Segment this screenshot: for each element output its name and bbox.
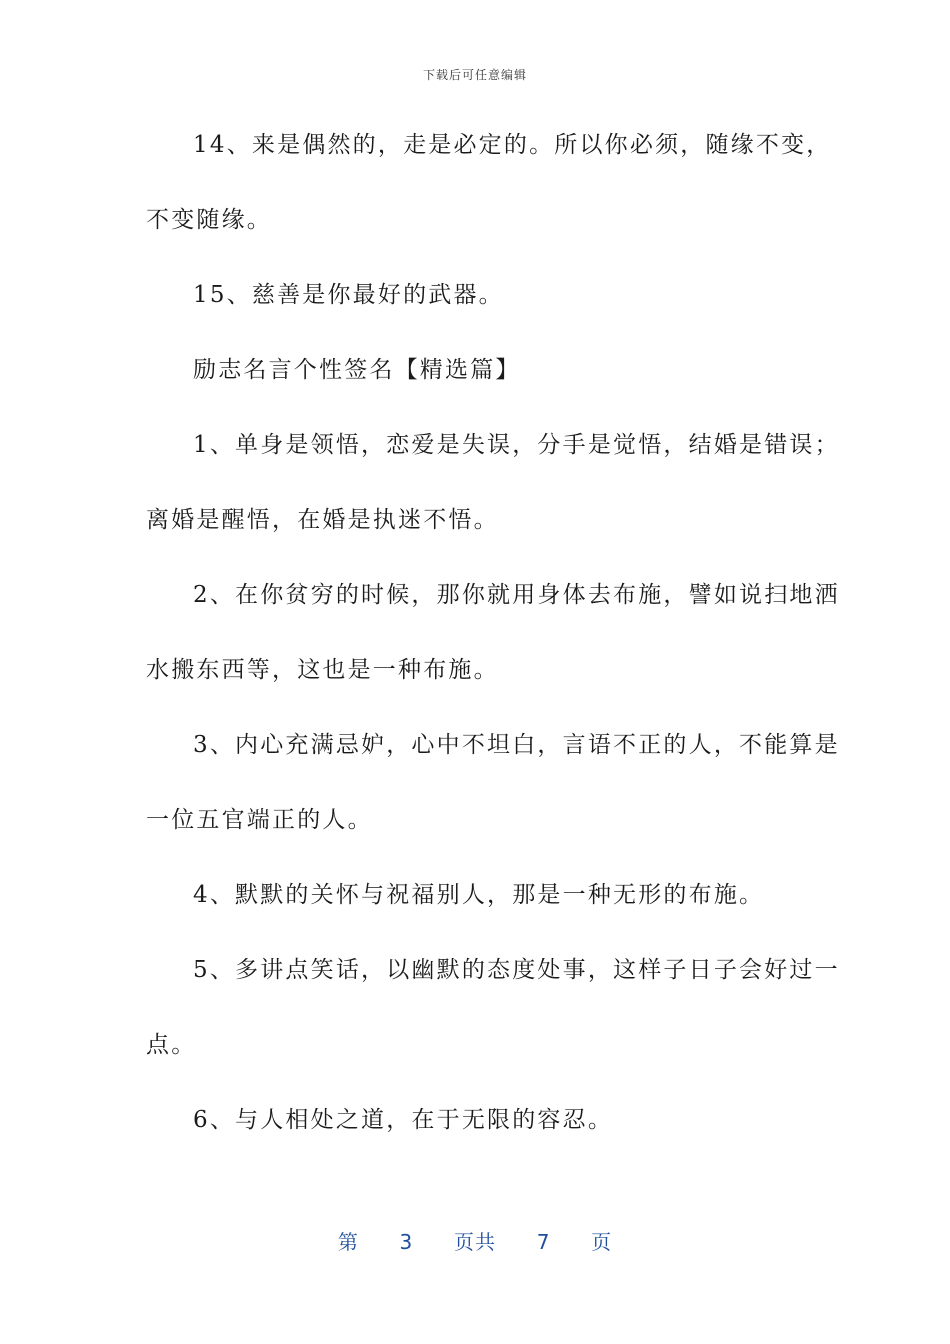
paragraph-line: 4、默默的关怀与祝福别人，那是一种无形的布施。 [193,882,765,908]
section-heading: 励志名言个性签名【精选篇】 [193,357,521,383]
paragraph-line: 一位五官端正的人。 [146,807,373,833]
total-pages: 7 [536,1230,551,1254]
page-label-prefix: 第 [337,1230,359,1254]
header-note: 下载后可任意编辑 [422,68,527,82]
page-label-mid: 页共 [454,1230,496,1254]
paragraph-line: 点。 [146,1032,197,1058]
paragraph-line: 14、来是偶然的，走是必定的。所以你必须，随缘不变， [193,132,832,158]
page-footer [0,1226,950,1255]
paragraph-line: 6、与人相处之道，在于无限的容忍。 [193,1107,614,1133]
paragraph-line: 不变随缘。 [146,207,272,233]
paragraph-line: 1、单身是领悟，恋爱是失误，分手是觉悟，结婚是错误； [193,432,840,458]
paragraph-line: 5、多讲点笑话，以幽默的态度处事，这样子日子会好过一 [193,957,840,983]
paragraph-line: 2、在你贫穷的时候，那你就用身体去布施，譬如说扫地洒 [193,582,840,608]
paragraph-line: 离婚是醒悟，在婚是执迷不悟。 [146,507,499,533]
page-number: 3 [399,1230,414,1254]
paragraph-line: 3、内心充满忌妒，心中不坦白，言语不正的人，不能算是 [193,732,840,758]
page-label-suffix: 页 [591,1230,613,1254]
paragraph-line: 水搬东西等，这也是一种布施。 [146,657,499,683]
paragraph-line: 15、慈善是你最好的武器。 [193,282,504,308]
